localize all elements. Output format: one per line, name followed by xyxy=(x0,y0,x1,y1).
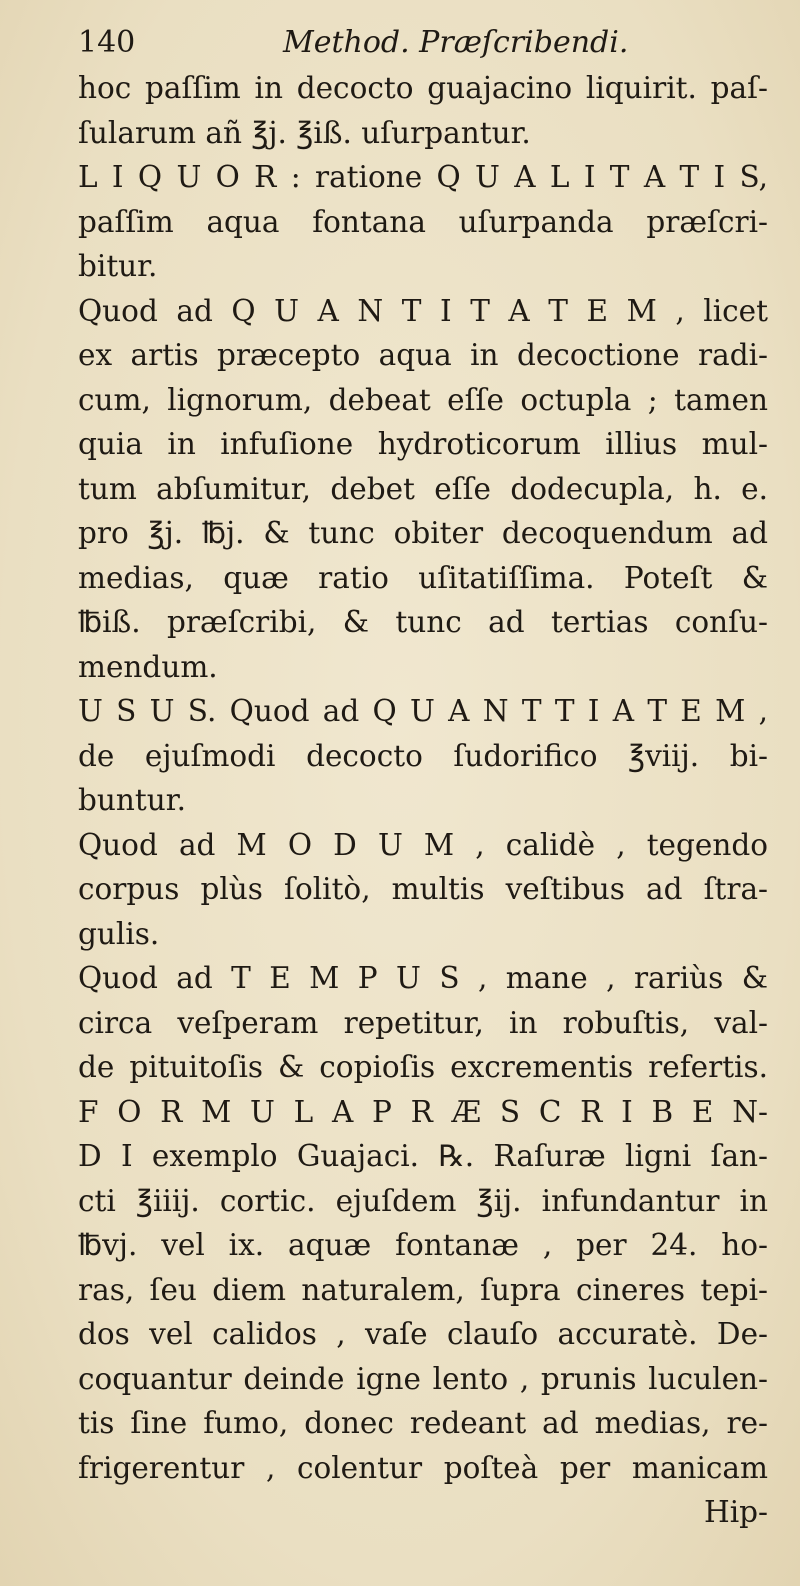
text-line: corpus plùs ſolitò, multis veſtibus ad ſtra- xyxy=(78,872,768,906)
text-line: paſſim aqua fontana uſurpanda præſcri- xyxy=(78,204,768,239)
text-line: mendum. xyxy=(78,649,218,684)
text-line: dos vel calidos , vaſe clauſo accuratè. De- xyxy=(78,1317,768,1351)
text-line: medias, quæ ratio uſitatiſſima. Poteſt & xyxy=(78,560,768,595)
text-line: L I Q U O R : ratione Q U A L I T A T I S, xyxy=(78,160,768,194)
text-line: ex artis præcepto aqua in decoctione radi- xyxy=(78,338,768,372)
running-title: Method. Præſcribendi. xyxy=(283,25,629,60)
text-line: U S U S. Quod ad Q U A N T T I A T E M , xyxy=(78,694,768,728)
text-line: D I exemplo Guajaci. ℞. Raſuræ ligni ſan- xyxy=(78,1139,768,1173)
text-line: Quod ad T E M P U S , mane , rariùs & xyxy=(78,961,768,995)
text-line: Quod ad Q U A N T I T A T E M , licet xyxy=(78,293,768,328)
text-line: bitur. xyxy=(78,249,158,283)
text-line: circa veſperam repetitur, in robuſtis, val- xyxy=(78,1005,768,1040)
text-line: F O R M U L A P R Æ S C R I B E N- xyxy=(78,1094,768,1129)
text-line: coquantur deinde igne lento , prunis luculen- xyxy=(78,1361,768,1396)
text-line: ℔iß. præſcribi, & tunc ad tertias conſu- xyxy=(78,605,768,639)
text-block xyxy=(78,20,768,1535)
text-line: buntur. xyxy=(78,783,186,817)
text-line: quia in infuſione hydroticorum illius mul- xyxy=(78,427,768,461)
text-line: cum, lignorum, debeat eſſe octupla ; tamen xyxy=(78,382,768,417)
page-number: 140 xyxy=(78,25,136,60)
text-line: tis ſine fumo, donec redeant ad medias, re- xyxy=(78,1406,768,1440)
text-line: Quod ad M O D U M , calidè , tegendo xyxy=(78,827,768,862)
text-line: de ejuſmodi decocto ſudorifico ℥viij. bi- xyxy=(78,738,768,773)
running-head xyxy=(78,20,768,66)
text-line: tum abſumitur, debet eſſe dodecupla, h. e. xyxy=(78,471,768,506)
text-line: hoc paſſim in decocto guajacino liquirit. paſ- xyxy=(78,71,768,105)
text-line: ſularum añ ℥j. ℥iß. uſurpantur. xyxy=(78,115,531,150)
text-line: frigerentur , colentur poſteà per manicam xyxy=(78,1450,768,1485)
text-line: pro ℥j. ℔j. & tunc obiter decoquendum ad xyxy=(78,516,768,550)
text-line: ras, ſeu diem naturalem, ſupra cineres tepi- xyxy=(78,1272,768,1307)
catchword: Hip- xyxy=(703,1495,768,1529)
text-line: gulis. xyxy=(78,916,160,951)
text-line: ℔vj. vel ix. aquæ fontanæ , per 24. ho- xyxy=(78,1228,768,1262)
text-line: cti ℥iiij. cortic. ejuſdem ℥ij. infundantur in xyxy=(78,1183,768,1218)
text-line: de pituitoſis & copioſis excrementis refertis. xyxy=(78,1050,768,1084)
